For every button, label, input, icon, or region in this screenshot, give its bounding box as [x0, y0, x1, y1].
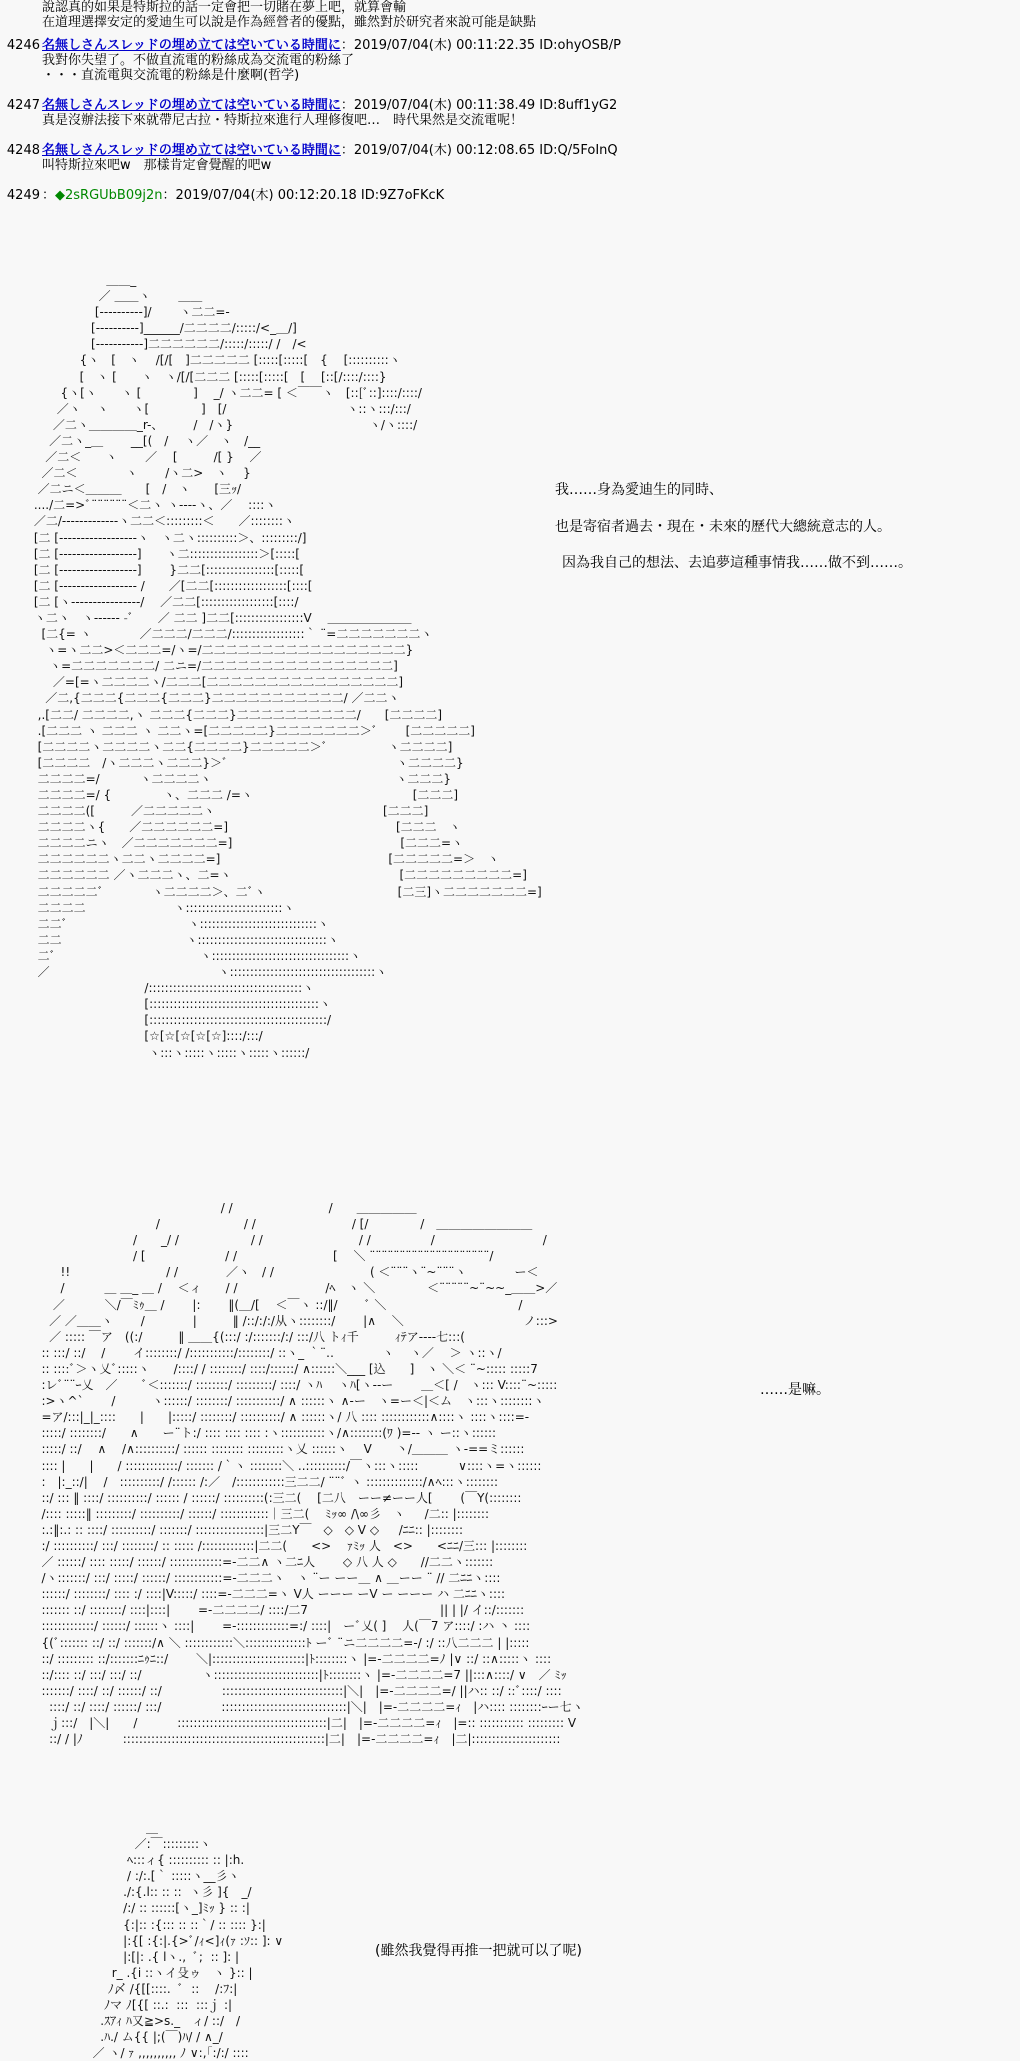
post-header [0, 98, 1010, 113]
post-number[interactable]: 4248 [6, 143, 40, 158]
poster-trip: ◆2sRGUbB09j2n [55, 188, 163, 203]
post-body [42, 53, 1010, 83]
poster-name-link[interactable]: 名無しさんスレッドの埋め立ては空いている時間に [42, 143, 341, 158]
post-header [0, 188, 1010, 203]
post-separator: ： [42, 188, 56, 203]
post-line: 叫特斯拉來吧w 那樣肯定會覺醒的吧w [42, 158, 272, 173]
post-line: 我對你失望了。不做直流電的粉絲成為交流電的粉絲了 [42, 53, 355, 68]
post-number[interactable]: 4247 [6, 98, 40, 113]
post-4245-tail [0, 0, 1010, 30]
post-line: 真是沒辦法接下來就帶尼古拉・特斯拉來進行人理修復吧… 時代果然是交流電呢！ [42, 113, 524, 128]
post-date-id: ：2019/07/04(木) 00:12:20.18 ID:9Z7oFKcK [162, 188, 445, 203]
post-number[interactable]: 4246 [6, 38, 40, 53]
post-number[interactable]: 4249 [6, 188, 40, 203]
post-4247 [0, 98, 1010, 128]
post-body [42, 0, 1010, 30]
post-date-id: ：2019/07/04(木) 00:11:38.49 ID:8uff1yG2 [340, 98, 618, 113]
dialogue-line-2: 也是寄宿者過去・現在・未來的歷代大總統意志的人。 [555, 519, 891, 535]
post-body [42, 113, 1010, 128]
dialogue-line-4: ……是嘛。 [760, 1382, 830, 1398]
post-date-id: ：2019/07/04(木) 00:11:22.35 ID:ohyOSB/P [340, 38, 622, 53]
post-4248 [0, 143, 1010, 173]
post-line: 說認真的如果是特斯拉的話一定會把一切賭在夢上吧，就算會輸 [42, 0, 407, 15]
dialogue-line-5: (雖然我覺得再推一把就可以了呢) [375, 1943, 582, 1959]
poster-name-link[interactable]: 名無しさんスレッドの埋め立ては空いている時間に [42, 38, 341, 53]
post-body [42, 158, 1010, 173]
ascii-art-figure-3: ＿ ／:￣:::::::::ヽ ﾍ:::ィ{ :::::::::: :: |:h. / :/:.[｀ :::::ヽ__彡ヽ ./:{.l:: :: :: ヽ彡 ]{ _/ /:/ :: ::::::[ヽ_]ﾐｯ } :: :| {:|:: :{::: :: ::｀/ :: :::: }:| |:{[ :{:|.{>ﾞ/ｨ<]ｨ(ｧ :ｿ:: ]: ∨ |:[|: .{ lヽ., ﾞ; :: ]: | r_ .{i ::ヽイ殳ゥ ヽ }:: | ﾉ〆 /{[[::::. ﾞ :: /:ﾌ:| ﾉマ ﾉ[{[ ::.: ::: :::ｊ :| .ｽｱｨ ﾊ又≧>s._ ィ/ ::/ / .ﾊ./ ム{{ |;(￣)ﾊ/ / ∧_/ ／ ヽ/ ｧ ,,,,,,,,,, ﾉ ∨:,｢:/:/ :::: [92, 1821, 284, 2061]
post-4249 [0, 188, 1010, 203]
dialogue-line-1: 我……身為愛迪生的同時、 [555, 482, 723, 498]
post-header [0, 143, 1010, 158]
poster-name-link[interactable]: 名無しさんスレッドの埋め立ては空いている時間に [42, 98, 341, 113]
post-date-id: ：2019/07/04(木) 00:12:08.65 ID:Q/5FoInQ [340, 143, 618, 158]
ascii-art-figure-2: / / / ＿＿＿＿＿ / / / / [/ / ＿＿＿＿＿＿＿＿ / _/ / / / / / / / / [ / / [ ＼ ¨¨¨¨¨¨¨¨¨¨¨¨¨¨¨¨¨¨¨¨/ !! / / ／ヽ / / ( ＜¨¨¨ヽ¨~¨¨¨ヽ ー＜ / ＿ ＿_ ＿ / ＜ィ / / /ﾍ ヽ ＼ ＜¨¨¨¨¨~¨~~_＿＿>／ ／ ＼/￣ﾐｩ＿ / |: ‖(＿/[ ＜￣ヽ ::/‖/ ﾞ ＼ / ／ ／＿＿ヽ / | ‖ /::/:/:/从ヽ::::::::/ |∧ ＼ ノ:::> ／ ::::: ￣ア ((:/ ‖ ＿＿{(:::/ :/:::::::/:/ :::/八 トｨ千 ｨﾃア----七:::( :: :::/ ::/ / イ::::::::/ /:::::::::::/::::::::/ ::ヽ_ ｀¨‥ ヽ ヽ／ ＞ ヽ::ヽ/ :: ::::ﾞ＞ヽ乂ﾞ:::::ヽ /::::/ / ::::::::/ ::::/::::::/ ∧::::::＼___ [込 ] ヽ ＼＜ ¨~::::: :::::7 :レﾞ¨¨ｰ乂 ／ ﾞ＜:::::::/ ::::::::/ :::::::::/ ::::/ ヽﾊ ヽﾊ[ヽ--ー ＿＜[ / ヽ::: V::::¨~::::: :>ヽ^` / ヽ::::::/ ::::::::/ :::::::::::/ ∧ ::::::ヽ ∧-ー ヽ=ー＜|＜ム ヽ:::ヽ::::::::ヽ =ア/:::|_|_:::: | |:::::/ ::::::::/ ::::::::::/ ∧ ::::::ヽ/ 八 :::: ::::::::::::∧::::ヽ ::::ヽ::::=- :::::/ ::::::::/ ∧ ー¨ト:/ :::: :::: :::: :ヽ:::::::::::ヽ/∧::::::::(ﾜ )=-- ヽ ー::ヽ:::::: :::::/ ::/ ∧ /∧::::::::::/ :::::: :::::::: :::::::::ヽ乂 ::::::ヽ V 丶/＿＿＿ ヽ-==ミ:::::: :::: | | / :::::::::::::/ ::::::: /｀ヽ ::::::::＼ ..::::::::::/￣ヽ:::ヽ::::: ∨::::ヽ=ヽ:::::: : |:_::/| / ::::::::::/ /:::::: /:／ /::::::::::::三二二/ ¨¨ﾞ ヽ ::::::::::::::/∧ﾍ:::ヽ:::::::: ::/ ::: ‖ ::::/ ::::::::::/ :::::: / ::::::/ ::::::::::(:三二( [二八 ーー≠ーー人[ (￣Y(:::::::: /:::: :::::‖ :::::::::/ ::::::::::/ ::::::/ ::::::::::::｜三二( ﾐｯ∞ /\∞彡 ヽ /二:: |:::::::: :.:‖:.: :: ::::/ ::::::::::/ :::::::/ :::::::::::::::::|三二Y￣ ◇ ◇ V ◇ /ﾆﾆ:: |:::::::: :/ ::::::::::/ :::/ ::::::::/ :: ::::: /:::::::::::::|二二( <> ｧﾐｯ 人 <> <ﾆﾆ/三::: |:::::::: ／ ::::::/ :::: :::::/ ::::::/ :::::::::::::=-二二∧ ヽ二ﾆ人 ◇ 八 人 ◇ //二二ヽ::::::: /ヽ:::::::/ :::/ :::::/ ::::::/ ::::::::::::=-二二二ヽ ヽ ¨ー ーー＿ ∧ ＿ーー ¨ // 二ﾆﾆヽ:::: ::::::/ ::::::::/ :::: :/ ::::|V:::::/ ::::=-二二二=ヽ V人 ーーー ーV ー ーーー ハ 二ﾆﾆヽ:::: ::::::: ::/ ::::::::/ ::::|::::| =-二二二二/ ::::/二7 || | |/ イ::/::::::: :::::::::::::/ ::::::/ ::::::ヽ ::::| =-:::::::::::::=:/ ::::| ーﾞ乂( ] 人(￣7 ア::::/ :ハ 丶 :::: {(ﾞ::::::: ::/ ::/ :::::::/∧ ＼ ::::::::::::＼:::::::::::::::ﾄ ーﾞ ¨ニ二二二二=-/ :/ ::八二二二 | |::::: ::/ ::::::::: ::/:::::::ﾆｩﾆ::/ ＼|:::::::::::::::::::::::|ﾄ::::::::ヽ |=-二二二二=ﾉ |∨ ::/ ::∧:::::ヽ :::: ::/:::: ::/ :::/ :::/ ::/ ヽ::::::::::::::::::::::::::|ﾄ::::::::ヽ |=-二二二二=7 ||:::∧::::/ ∨ ／ ﾐｯ :::::::/ ::::/ ::/ ::::::/ ::/ ::::::::::::::::::::::::::::::|＼| |=-二二二二=/ ||ハ:: ::/ ::ﾞ::::/ :::: ::::/ ::/ ::::/ ::::::/ :::/ :::::::::::::::::::::::::::::::|＼| |=-二二二二=ｨ |ハ:::: ::::::::ｰー七ヽ ｊ:::/ |＼| / :::::::::::::::::::::::::::::::::::::|二| |=-二二二二=ｨ |=:: ::::::::::: ::::::::: V ::/ / |ﾉ ::::::::::::::::::::::::::::::::::::::::::::::::::|二| |=-二二二二=ｨ |二|:::::::::::::::::::::: [41, 1201, 584, 1747]
post-line: 在道理選擇安定的愛迪生可以說是作為經營者的優點，雖然對於研究者來說可能是缺點 [42, 15, 537, 30]
post-line: ・・・直流電與交流電的粉絲是什麼啊(哲学) [42, 68, 300, 83]
dialogue-line-3: 因為我自己的想法、去追夢這種事情我……做不到……。 [562, 555, 912, 571]
post-4246 [0, 38, 1010, 83]
ascii-art-figure-1: ＿＿_ ／ ＿＿ヽ ＿＿ [----------]/ ヽ二二=- [----------]______/二二二二/:::::/<_＿/] [-----------]二二二二二二/:::::/:::::/ / /< {ヽ [ ヽ /[/[ ]二二二二二 [:::::[:::::[ { [::::::::::ヽ [ ヽ [ ヽ ヽ/[/[二二二 [:::::[:::::[ [ [::[/::::/::::} {ヽ[ヽ ヽ [ ] _/ ヽ二二= [ ＜￣￣ヽ [::[ﾞ::]::::/::::/ ／ヽ ヽ ヽ[ ] [/ ヽ::ヽ:::/:::/ ／二ヽ＿＿＿＿_r-、 / /ヽ} ヽ/ヽ::::/ ／二ヽ_＿ __[( / ヽ／ ヽ /__ ／二＜ ヽ ／ [ /[ } ／ ／二＜ ヽ /ヽ二> ヽ } ／二ニ＜＿＿＿ [ / ヽ [三ｯ/ ..../二=>ﾞ¨¨¨¨¨¨＜二ヽ ヽ----ヽ、／ ::::ヽ ／二/-------------ヽ二二＜:::::::::＜ ／::::::::ヽ [二 [------------------ヽ ヽ二ヽ::::::::::＞、:::::::::/] [二 [------------------] ヽ二:::::::::::::::::＞[:::::[ [二 [------------------] }二二[:::::::::::::::::[:::::[ [二 [------------------ / ／[二二[::::::::::::::::::[::::[ [二 [ヽ----------------/ ／二二[::::::::::::::::::[::::/ ヽ二ヽ ヽ------ -ﾞ ／ 二二 ]二二[:::::::::::::::::V ＿＿＿＿＿＿＿ [二{= ヽ ／二二二/二二二/::::::::::::::::::｀ ¨=二二二二二二二ヽ ヽ=ヽ二二>＜二二二=/ヽ=/二二二二二二二二二二二二二二二二二} ヽ=二二二二二二二/ 二ニ=/二二二二二二二二二二二二二二二二] ／=[=ヽ二二二二ヽ/二二二[二二二二二二二二二二二二二二二二] ／二,{二二二{二二二{二二二}二二二二二二二二二二二/ ／二二ヽ ,.[二二/ 二二二二,ヽ 二二二{二二二}二二二二二二二二二二/ [二二二二] .[二二二 ヽ 二二二 ヽ 二二ヽ=[二二二二二}二二二二二二二＞ﾞ [二二二二二] [二二二二ヽ二二二二ヽ二二{二二二二}二二二二二＞ﾞ ヽ二二二二] [二二二二 /ヽ二二二ヽ二二二}＞ﾞ ヽ二二二二} 二二二二=/ ヽ二二二二ヽ ヽ二二二} 二二二二=/ { ヽ、二二二 /=ヽ [二二二] 二二二二([ ／二二二二二ヽ [二二二] 二二二二ヽ{ ／二二二二二二=] [二二二 ヽ 二二二二ニヽ ／二二二二二二二=] [二二二=ヽ 二二二二二二ヽ二二ヽ二二二二=] [二二二二二=＞ ヽ 二二二二二二 ／ヽ二二二ヽ、二=ヽ [二二二二二二二二二=] 二二二二二ﾞ ヽ二二二二＞、二ﾞヽ [二三]ヽ二二二二二二二=] 二二二二 ヽ::::::::::::::::::::::::ヽ 二二ﾞ ヽ:::::::::::::::::::::::::::::ヽ 二二 ヽ::::::::::::::::::::::::::::::::ヽ 二ﾞ ヽ::::::::::::::::::::::::::::::::::ヽ ／ ヽ::::::::::::::::::::::::::::::::::::ヽ /::::::::::::::::::::::::::::::::::::::ヽ [::::::::::::::::::::::::::::::::::::::::::ヽ [::::::::::::::::::::::::::::::::::::::::::::/ [☆[☆[☆[☆[☆]::::/:::/ ヽ:::ヽ:::::ヽ:::::ヽ:::::ヽ::::::/ [33, 273, 542, 1060]
post-header [0, 38, 1010, 53]
